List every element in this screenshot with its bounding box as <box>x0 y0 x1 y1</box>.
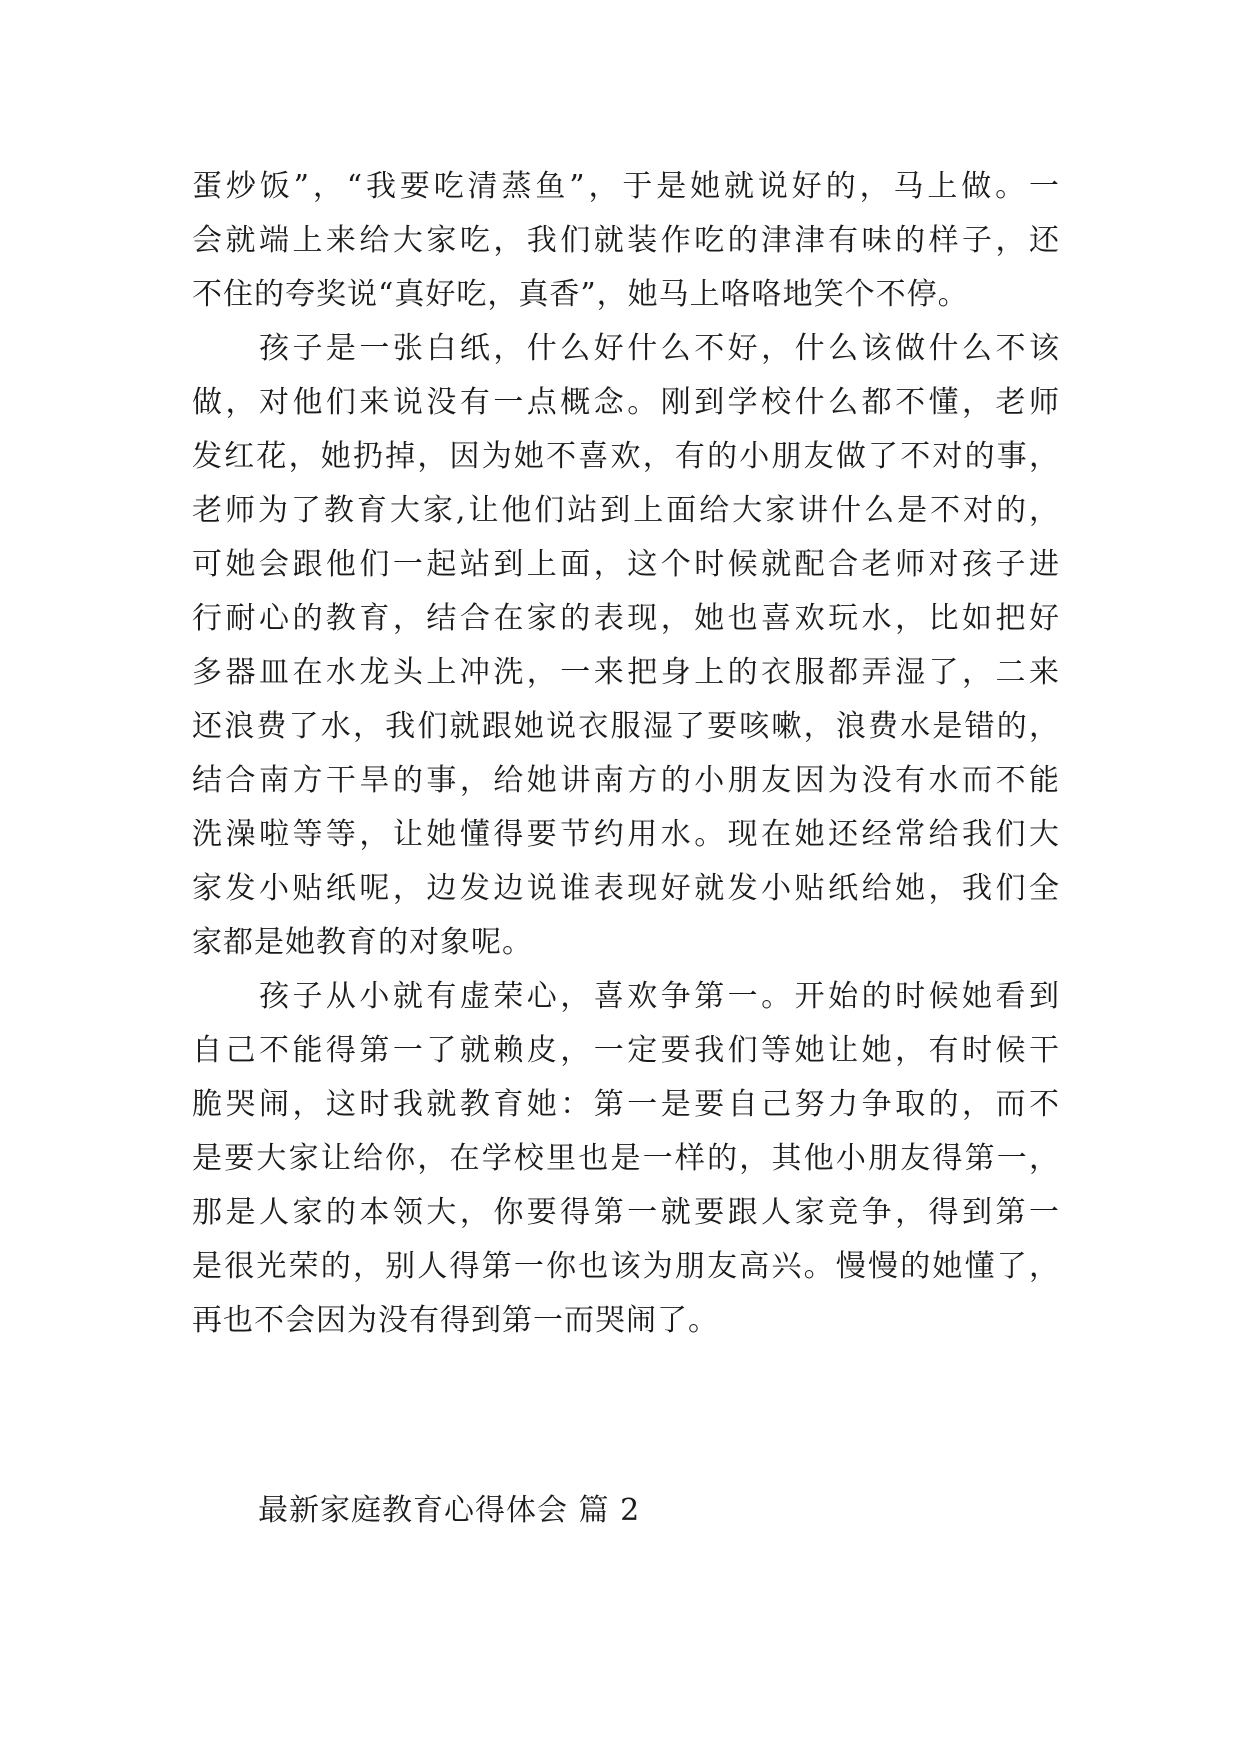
text-line: 脆哭闹，这时我就教育她：第一是要自己努力争取的，而不 <box>192 1087 1060 1122</box>
text-line: 发红花，她扔掉，因为她不喜欢，有的小朋友做了不对的事， <box>192 439 1060 474</box>
text-line: 孩子是一张白纸，什么好什么不好，什么该做什么不该 <box>192 331 1060 366</box>
text-line: 自己不能得第一了就赖皮，一定要我们等她让她，有时候干 <box>192 1033 1060 1068</box>
text-line: 是很光荣的，别人得第一你也该为朋友高兴。慢慢的她懂了， <box>192 1249 1060 1284</box>
text-line: 蛋炒饭”，“我要吃清蒸鱼”，于是她就说好的，马上做。一 <box>192 169 1060 204</box>
paragraph-2 <box>192 322 1060 970</box>
text-line: 家发小贴纸呢，边发边说谁表现好就发小贴纸给她，我们全 <box>192 871 1060 906</box>
text-line: 孩子从小就有虚荣心，喜欢争第一。开始的时候她看到 <box>192 979 1060 1014</box>
text-line: 洗澡啦等等，让她懂得要节约用水。现在她还经常给我们大 <box>192 817 1060 852</box>
text-line: 不住的夸奖说“真好吃，真香”，她马上咯咯地笑个不停。 <box>192 277 969 312</box>
text-line: 那是人家的本领大，你要得第一就要跟人家竞争，得到第一 <box>192 1195 1060 1230</box>
paragraph-3 <box>192 970 1060 1348</box>
document-body <box>192 160 1060 1348</box>
text-line: 行耐心的教育，结合在家的表现，她也喜欢玩水，比如把好 <box>192 601 1060 636</box>
paragraph-1 <box>192 160 1060 322</box>
text-line: 家都是她教育的对象呢。 <box>192 925 533 960</box>
section-heading: 最新家庭教育心得体会 篇 2 <box>258 1493 641 1528</box>
text-line: 多器皿在水龙头上冲洗，一来把身上的衣服都弄湿了，二来 <box>192 655 1060 690</box>
text-line: 做，对他们来说没有一点概念。刚到学校什么都不懂，老师 <box>192 385 1060 420</box>
text-line: 可她会跟他们一起站到上面，这个时候就配合老师对孩子进 <box>192 547 1060 582</box>
text-line: 老师为了教育大家,让他们站到上面给大家讲什么是不对的， <box>192 493 1060 528</box>
text-line: 结合南方干旱的事，给她讲南方的小朋友因为没有水而不能 <box>192 763 1060 798</box>
text-line: 再也不会因为没有得到第一而哭闹了。 <box>192 1303 719 1338</box>
text-line: 是要大家让给你，在学校里也是一样的，其他小朋友得第一， <box>192 1141 1060 1176</box>
text-line: 会就端上来给大家吃，我们就装作吃的津津有味的样子，还 <box>192 223 1060 258</box>
text-line: 还浪费了水，我们就跟她说衣服湿了要咳嗽，浪费水是错的， <box>192 709 1060 744</box>
